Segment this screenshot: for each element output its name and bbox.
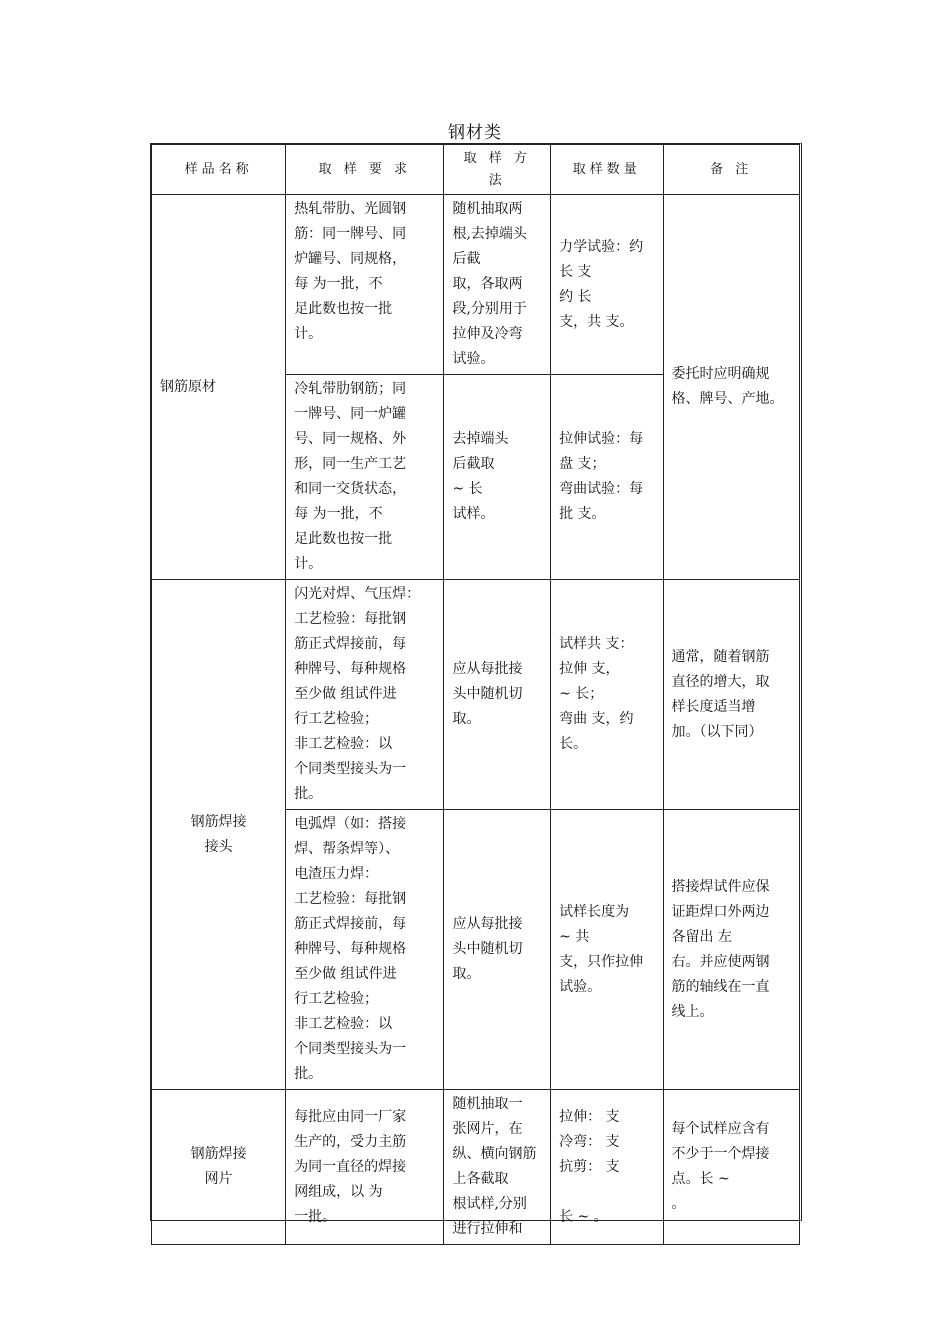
header-quantity: 取样数量 — [551, 145, 663, 195]
requirement-cell: 冷轧带肋钢筋；同 一牌号、同一炉罐 号、同一规格、外 形，同一生产工艺 和同一交货状态， 每 为一批，不 足此数也按一批 计。 — [286, 375, 444, 580]
sample-name-cell: 钢筋原材 — [152, 195, 286, 580]
page-title: 钢材类 — [448, 123, 502, 143]
requirement-cell: 电弧焊（如：搭接 焊、帮条焊等）、 电渣压力焊： 工艺检验：每批钢 筋正式焊接前，每 种牌号、每种规格 至少做 组试件进 行工艺检验； 非工艺检验：以 个同类型接头为一 批。 — [286, 810, 444, 1090]
requirement-cell: 闪光对焊、气压焊： 工艺检验：每批钢 筋正式焊接前，每 种牌号、每种规格 至少做 组试件进 行工艺检验； 非工艺检验：以 个同类型接头为一 批。 — [286, 580, 444, 810]
quantity-cell: 拉伸： 支 冷弯： 支 抗剪： 支 长 ~ 。 — [551, 1090, 663, 1245]
quantity-cell: 力学试验：约 长 支 约 长 支，共 支。 — [551, 195, 663, 375]
header-requirement: 取 样 要 求 — [286, 145, 444, 195]
method-cell: 去掉端头 后截取 ~ 长 试样。 — [444, 375, 551, 580]
table-row — [152, 1090, 800, 1245]
sample-name-cell: 钢筋焊接 接头 — [152, 580, 286, 1090]
method-cell: 随机抽取两 根,去掉端头 后截 取，各取两 段,分别用于 拉伸及冷弯 试验。 — [444, 195, 551, 375]
note-cell: 每个试样应含有 不少于一个焊接 点。长 ~ 。 — [663, 1090, 800, 1245]
quantity-cell: 试样共 支： 拉伸 支， ~ 长； 弯曲 支，约 长。 — [551, 580, 663, 810]
requirement-cell: 每批应由同一厂家 生产的，受力主筋 为同一直径的焊接 网组成，以 为 一批。 — [286, 1090, 444, 1245]
header-note: 备 注 — [663, 145, 800, 195]
sample-name-cell: 钢筋焊接 网片 — [152, 1090, 286, 1245]
method-cell: 应从每批接 头中随机切 取。 — [444, 580, 551, 810]
quantity-cell: 试样长度为 ~ 共 支，只作拉伸 试验。 — [551, 810, 663, 1090]
note-cell: 委托时应明确规 格、牌号、产地。 — [663, 195, 800, 580]
header-sample-name: 样品名称 — [152, 145, 286, 195]
table-row — [152, 580, 800, 810]
method-cell: 应从每批接 头中随机切 取。 — [444, 810, 551, 1090]
note-cell: 搭接焊试件应保 证距焊口外两边 各留出 左 右。并应使两钢 筋的轴线在一直 线上。 — [663, 810, 800, 1090]
method-cell: 随机抽取一 张网片，在 纵、横向钢筋 上各截取 根试样,分别 进行拉伸和 — [444, 1090, 551, 1245]
quantity-cell: 拉伸试验：每 盘 支； 弯曲试验：每 批 支。 — [551, 375, 663, 580]
sampling-table-frame — [150, 143, 802, 1237]
table-header-row — [152, 145, 800, 195]
table-row — [152, 195, 800, 375]
sampling-table — [151, 144, 800, 1245]
note-cell: 通常，随着钢筋 直径的增大，取 样长度适当增 加。（以下同） — [663, 580, 800, 810]
requirement-cell: 热轧带肋、光圆钢 筋：同一牌号、同 炉罐号、同规格， 每 为一批，不 足此数也按一批 计。 — [286, 195, 444, 375]
header-method: 取 样 方 法 — [444, 145, 551, 195]
